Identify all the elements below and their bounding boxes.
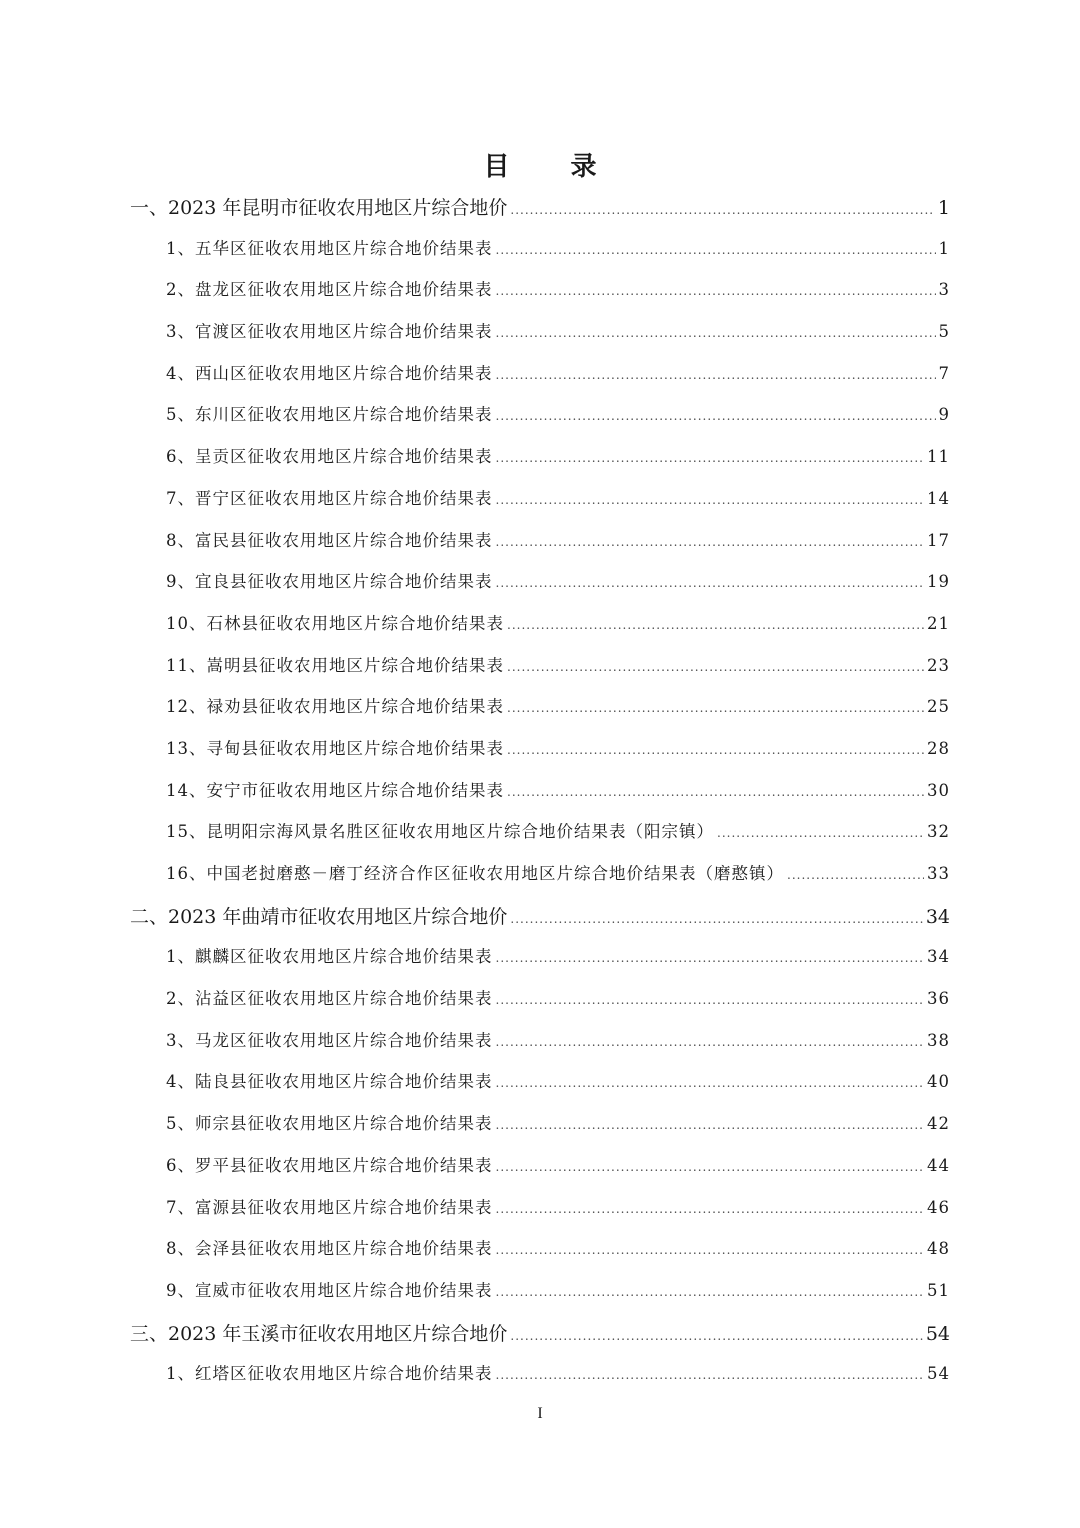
toc-leader-dots: [496, 1076, 925, 1090]
toc-entry-label: 12、禄劝县征收农用地区片综合地价结果表: [166, 697, 504, 717]
toc-entry-page: 30: [927, 780, 950, 800]
toc-leader-dots: [507, 701, 924, 715]
toc-entry-page: 3: [938, 280, 950, 300]
toc-entry-page: 1: [938, 238, 950, 258]
toc-leader-dots: [496, 576, 925, 590]
toc-leader-dots: [496, 409, 936, 423]
toc-leader-dots: [496, 451, 925, 465]
toc-subsection-entry[interactable]: [130, 985, 950, 1027]
toc-entry-page: 40: [927, 1072, 950, 1092]
toc-leader-dots: [496, 284, 936, 298]
toc-subsection-entry[interactable]: [130, 818, 950, 860]
toc-subsection-entry[interactable]: [130, 1068, 950, 1110]
toc-subsection-entry[interactable]: [130, 610, 950, 652]
toc-subsection-entry[interactable]: [130, 318, 950, 360]
toc-entry-page: 25: [927, 697, 950, 717]
toc-section-entry[interactable]: [130, 193, 950, 235]
toc-entry-label: 一、2023 年昆明市征收农用地区片综合地价: [130, 197, 508, 219]
toc-leader-dots: [496, 1160, 925, 1174]
toc-entry-page: 11: [927, 447, 950, 467]
toc-leader-dots: [496, 951, 925, 965]
toc-section-entry[interactable]: [130, 1319, 950, 1361]
toc-entry-label: 15、昆明阳宗海风景名胜区征收农用地区片综合地价结果表（阳宗镇）: [166, 822, 714, 842]
toc-entry-page: 48: [927, 1239, 950, 1259]
toc-entry-label: 5、东川区征收农用地区片综合地价结果表: [166, 405, 493, 425]
toc-entry-page: 14: [927, 488, 950, 508]
toc-entry-label: 5、师宗县征收农用地区片综合地价结果表: [166, 1114, 493, 1134]
toc-entry-page: 33: [927, 864, 950, 883]
toc-entry-page: 54: [925, 1322, 950, 1345]
toc-leader-dots: [507, 743, 924, 757]
toc-subsection-entry[interactable]: [130, 1027, 950, 1069]
toc-entry-label: 11、嵩明县征收农用地区片综合地价结果表: [166, 655, 504, 675]
toc-entry-label: 4、陆良县征收农用地区片综合地价结果表: [166, 1072, 493, 1092]
toc-subsection-entry[interactable]: [130, 693, 950, 735]
toc-entry-page: 54: [927, 1364, 950, 1384]
toc-entry-label: 16、中国老挝磨憨－磨丁经济合作区征收农用地区片综合地价结果表（磨憨镇）: [166, 864, 784, 883]
toc-leader-dots: [496, 368, 936, 382]
toc-subsection-entry[interactable]: [130, 652, 950, 694]
toc-leader-dots: [507, 785, 924, 799]
toc-leader-dots: [496, 243, 936, 257]
toc-entry-label: 4、西山区征收农用地区片综合地价结果表: [166, 363, 493, 383]
toc-subsection-entry[interactable]: [130, 860, 950, 902]
toc-entry-page: 17: [927, 530, 950, 550]
toc-entry-label: 6、呈贡区征收农用地区片综合地价结果表: [166, 447, 493, 467]
toc-subsection-entry[interactable]: [130, 235, 950, 277]
toc-entry-label: 8、富民县征收农用地区片综合地价结果表: [166, 530, 493, 550]
toc-entry-label: 1、红塔区征收农用地区片综合地价结果表: [166, 1364, 493, 1384]
toc-leader-dots: [510, 912, 922, 926]
toc-entry-label: 3、马龙区征收农用地区片综合地价结果表: [166, 1030, 493, 1050]
toc-leader-dots: [496, 1202, 925, 1216]
toc-leader-dots: [496, 1368, 925, 1382]
toc-entry-label: 二、2023 年曲靖市征收农用地区片综合地价: [130, 905, 508, 928]
toc-entry-page: 51: [927, 1280, 950, 1300]
toc-leader-dots: [507, 618, 924, 632]
toc-subsection-entry[interactable]: [130, 1277, 950, 1319]
toc-entry-label: 8、会泽县征收农用地区片综合地价结果表: [166, 1239, 493, 1259]
toc-entry-page: 32: [927, 822, 950, 842]
toc-subsection-entry[interactable]: [130, 485, 950, 527]
toc-leader-dots: [496, 1243, 925, 1257]
toc-subsection-entry[interactable]: [130, 1152, 950, 1194]
toc-leader-dots: [496, 1285, 925, 1299]
toc-entry-label: 三、2023 年玉溪市征收农用地区片综合地价: [130, 1322, 508, 1345]
toc-entry-page: 19: [927, 572, 950, 592]
toc-leader-dots: [787, 868, 924, 882]
toc-entry-label: 2、盘龙区征收农用地区片综合地价结果表: [166, 280, 493, 300]
toc-entry-page: 23: [927, 655, 950, 675]
toc-entry-page: 7: [938, 363, 950, 383]
toc-entry-page: 28: [927, 738, 950, 758]
toc-section-entry[interactable]: [130, 902, 950, 944]
toc-entry-label: 7、富源县征收农用地区片综合地价结果表: [166, 1197, 493, 1217]
toc-entry-label: 1、五华区征收农用地区片综合地价结果表: [166, 238, 493, 258]
toc-subsection-entry[interactable]: [130, 443, 950, 485]
toc-subsection-entry[interactable]: [130, 401, 950, 443]
toc-entry-label: 3、官渡区征收农用地区片综合地价结果表: [166, 322, 493, 342]
toc-subsection-entry[interactable]: [130, 276, 950, 318]
toc-leader-dots: [510, 1329, 922, 1343]
toc-entry-page: 21: [927, 613, 950, 633]
toc-entry-page: 1: [937, 197, 950, 219]
toc-entry-page: 46: [927, 1197, 950, 1217]
toc-entry-label: 1、麒麟区征收农用地区片综合地价结果表: [166, 947, 493, 967]
toc-leader-dots: [496, 535, 925, 549]
toc-entry-label: 7、晋宁区征收农用地区片综合地价结果表: [166, 488, 493, 508]
toc-subsection-entry[interactable]: [130, 1360, 950, 1402]
toc-subsection-entry[interactable]: [130, 943, 950, 985]
toc-subsection-entry[interactable]: [130, 1110, 950, 1152]
toc-leader-dots: [496, 326, 936, 340]
toc-entry-label: 6、罗平县征收农用地区片综合地价结果表: [166, 1155, 493, 1175]
toc-subsection-entry[interactable]: [130, 1235, 950, 1277]
toc-entry-page: 5: [938, 322, 950, 342]
toc-entry-page: 42: [927, 1114, 950, 1134]
toc-leader-dots: [496, 993, 925, 1007]
toc-entry-page: 9: [938, 405, 950, 425]
toc-subsection-entry[interactable]: [130, 735, 950, 777]
toc-leader-dots: [507, 660, 924, 674]
toc-entry-page: 44: [927, 1155, 950, 1175]
toc-entry-page: 36: [927, 989, 950, 1009]
toc-entry-page: 34: [925, 905, 950, 928]
toc-subsection-entry[interactable]: [130, 1194, 950, 1236]
toc-entry-label: 2、沾益区征收农用地区片综合地价结果表: [166, 989, 493, 1009]
toc-leader-dots: [496, 1035, 925, 1049]
toc-entry-label: 9、宜良县征收农用地区片综合地价结果表: [166, 572, 493, 592]
page-number-footer: I: [537, 1405, 543, 1422]
toc-subsection-entry[interactable]: [130, 568, 950, 610]
toc-entry-label: 9、宣威市征收农用地区片综合地价结果表: [166, 1280, 493, 1300]
toc-leader-dots: [510, 203, 935, 217]
toc-leader-dots: [496, 493, 925, 507]
table-of-contents: [130, 193, 950, 1402]
toc-title: 目 录: [483, 152, 623, 182]
toc-leader-dots: [496, 1118, 925, 1132]
toc-entry-page: 34: [927, 947, 950, 967]
toc-subsection-entry[interactable]: [130, 527, 950, 569]
toc-entry-label: 10、石林县征收农用地区片综合地价结果表: [166, 613, 504, 633]
toc-subsection-entry[interactable]: [130, 360, 950, 402]
toc-entry-label: 13、寻甸县征收农用地区片综合地价结果表: [166, 738, 504, 758]
toc-entry-page: 38: [927, 1030, 950, 1050]
toc-leader-dots: [717, 826, 924, 840]
toc-subsection-entry[interactable]: [130, 777, 950, 819]
toc-entry-label: 14、安宁市征收农用地区片综合地价结果表: [166, 780, 504, 800]
